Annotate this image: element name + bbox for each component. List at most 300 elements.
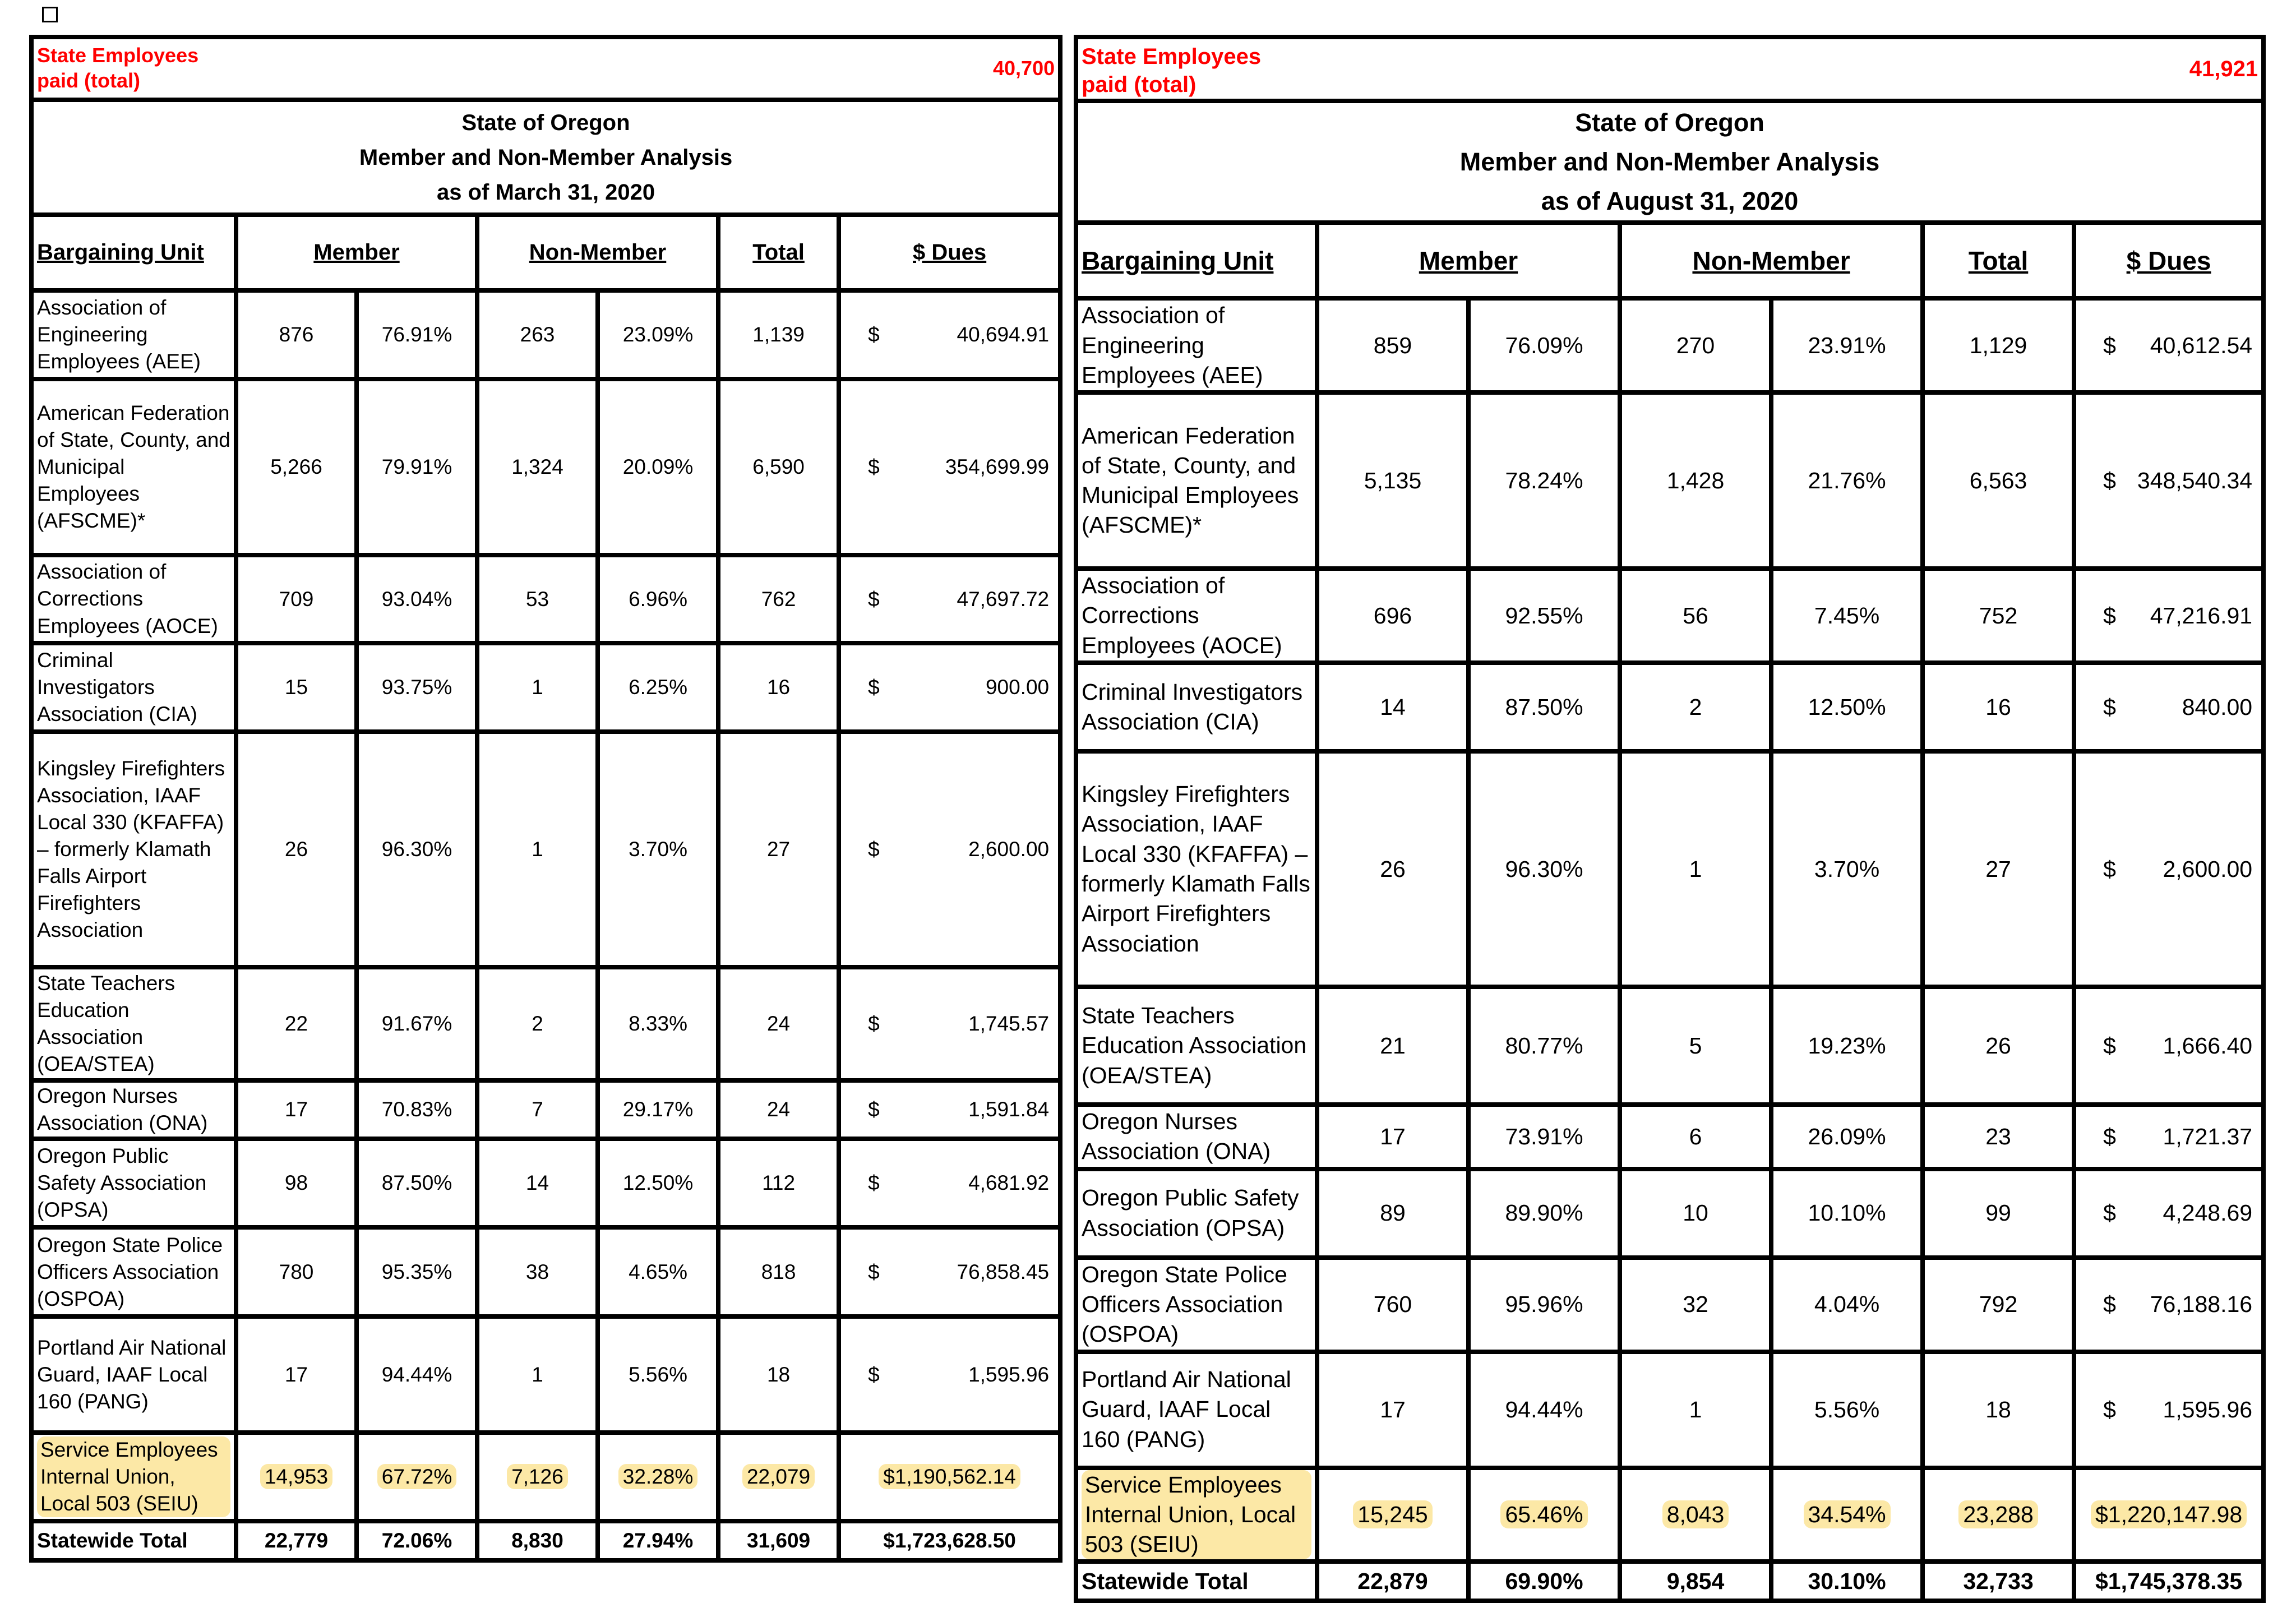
member-count: 15	[236, 643, 357, 732]
bargaining-unit-name: Oregon State Police Officers Association (OSPOA)	[31, 1227, 236, 1316]
dues-amount-wrap	[844, 1363, 1055, 1387]
dues-amount-wrap	[844, 588, 1055, 611]
dues-value: 47,697.72	[957, 587, 1050, 611]
analysis-table	[29, 35, 1062, 1563]
dues-currency-symbol: $	[2103, 1032, 2116, 1059]
dues-amount-wrap	[844, 1260, 1055, 1284]
non-member-percent: 3.70%	[598, 732, 718, 967]
report-title	[31, 100, 1060, 215]
table-row	[1076, 1352, 2263, 1468]
bargaining-unit-name: Association of Engineering Employees (AEE)	[31, 290, 236, 379]
dues-amount	[2074, 1468, 2263, 1562]
dues-value: 1,721.37	[2163, 1123, 2253, 1149]
non-member-percent: 8.33%	[598, 967, 718, 1080]
non-member-count: 1,428	[1620, 392, 1771, 569]
header-total	[718, 215, 839, 290]
total-count: 18	[718, 1316, 839, 1433]
non-member-percent: 29.17%	[598, 1080, 718, 1139]
non-member-count: 10	[1620, 1169, 1771, 1258]
total-count: 792	[1923, 1258, 2074, 1352]
member-percent: 69.90%	[1468, 1562, 1620, 1601]
report-title-line: State of Oregon	[1575, 108, 1764, 137]
total-count: 99	[1923, 1169, 2074, 1258]
non-member-count: 263	[477, 290, 598, 379]
dues-currency-symbol: $	[2103, 332, 2116, 358]
non-member-count: 53	[477, 555, 598, 643]
dues-value: 76,188.16	[2150, 1291, 2253, 1318]
member-percent	[357, 1433, 477, 1521]
dues-amount	[2074, 1105, 2263, 1169]
non-member-percent: 23.09%	[598, 290, 718, 379]
checkbox[interactable]	[42, 7, 58, 22]
header-total	[1923, 223, 2074, 298]
non-member-percent: 19.23%	[1771, 987, 1923, 1105]
total-count-text: 22,079	[742, 1464, 815, 1489]
dues-amount	[2074, 392, 2263, 569]
table-row	[31, 1316, 1060, 1433]
header-dues	[839, 215, 1060, 290]
bargaining-unit-name	[31, 1433, 236, 1521]
member-count: 780	[236, 1227, 357, 1316]
header-member-text: Member	[1419, 246, 1518, 275]
non-member-count: 5	[1620, 987, 1771, 1105]
dues-amount	[2074, 1352, 2263, 1468]
member-percent: 78.24%	[1468, 392, 1620, 569]
total-count: 27	[1923, 751, 2074, 987]
non-member-count: 1	[1620, 751, 1771, 987]
dues-amount	[2074, 1169, 2263, 1258]
bargaining-unit-name: Oregon Nurses Association (ONA)	[31, 1080, 236, 1139]
non-member-percent: 10.10%	[1771, 1169, 1923, 1258]
non-member-percent: 12.50%	[1771, 663, 1923, 751]
member-count: 696	[1317, 569, 1468, 663]
dues-amount	[839, 555, 1060, 643]
member-percent: 76.09%	[1468, 298, 1620, 392]
header-dues	[2074, 223, 2263, 298]
dues-amount-wrap	[2080, 1200, 2258, 1226]
dues-value: 900.00	[985, 676, 1050, 699]
member-percent: 94.44%	[1468, 1352, 1620, 1468]
table-row	[31, 290, 1060, 379]
total-count	[718, 1433, 839, 1521]
non-member-count: 2	[1620, 663, 1771, 751]
dues-amount-wrap	[2080, 694, 2258, 720]
member-count-text: 14,953	[260, 1464, 332, 1489]
member-percent-text: 65.46%	[1500, 1500, 1587, 1528]
bargaining-unit-name: Oregon Public Safety Association (OPSA)	[1076, 1169, 1317, 1258]
dues-currency-symbol: $	[2103, 856, 2116, 882]
member-percent: 93.75%	[357, 643, 477, 732]
bargaining-unit-name: Association of Corrections Employees (AOCE)	[1076, 569, 1317, 663]
member-count: 17	[1317, 1352, 1468, 1468]
header-total-text: Total	[1968, 246, 2029, 275]
dues-value: 348,540.34	[2137, 467, 2253, 493]
bargaining-unit-name: American Federation of State, County, and Municipal Employees (AFSCME)*	[31, 379, 236, 555]
non-member-count: 1	[477, 643, 598, 732]
header-bargaining-unit-text: Bargaining Unit	[1082, 246, 1274, 275]
report-title-line: Member and Non-Member Analysis	[1459, 147, 1880, 176]
dues-currency-symbol: $	[2103, 1291, 2116, 1318]
dues-amount	[839, 1227, 1060, 1316]
dues-value: 4,681.92	[968, 1171, 1050, 1195]
non-member-percent: 4.04%	[1771, 1258, 1923, 1352]
table-row-seiu	[31, 1433, 1060, 1521]
bargaining-unit-name: Portland Air National Guard, IAAF Local 160 (PANG)	[31, 1316, 236, 1433]
non-member-percent: 3.70%	[1771, 751, 1923, 987]
table-row	[31, 1227, 1060, 1316]
paid-total-label	[31, 37, 718, 100]
member-count	[236, 1433, 357, 1521]
non-member-percent	[1771, 1468, 1923, 1562]
total-count: 762	[718, 555, 839, 643]
bargaining-unit-name: State Teachers Education Association (OEA/STEA)	[31, 967, 236, 1080]
total-count: 31,609	[718, 1521, 839, 1560]
total-count: 818	[718, 1227, 839, 1316]
non-member-count: 1	[477, 732, 598, 967]
dues-amount-wrap	[2080, 1033, 2258, 1059]
dues-value: 1,595.96	[2163, 1396, 2253, 1422]
bargaining-unit-name: Oregon State Police Officers Association (OSPOA)	[1076, 1258, 1317, 1352]
dues-amount	[839, 1139, 1060, 1227]
member-percent: 93.04%	[357, 555, 477, 643]
dues-amount-wrap	[844, 1012, 1055, 1036]
member-count: 760	[1317, 1258, 1468, 1352]
dues-value: 4,248.69	[2163, 1200, 2253, 1226]
non-member-count: 1	[477, 1316, 598, 1433]
paid-total-value: 40,700	[718, 37, 1060, 100]
non-member-count	[1620, 1468, 1771, 1562]
dues-amount-wrap	[2080, 1397, 2258, 1423]
dues-amount	[2074, 663, 2263, 751]
table-row	[1076, 392, 2263, 569]
table-row	[31, 1080, 1060, 1139]
member-percent: 76.91%	[357, 290, 477, 379]
table-row	[31, 967, 1060, 1080]
bargaining-unit-name: Association of Engineering Employees (AEE)	[1076, 298, 1317, 392]
header-non-member-text: Non-Member	[1692, 246, 1850, 275]
total-count-text: 23,288	[1958, 1500, 2038, 1528]
dues-amount	[2074, 751, 2263, 987]
statewide-total-row	[1076, 1562, 2263, 1601]
dues-value: 2,600.00	[2163, 856, 2253, 882]
report-title-line: as of March 31, 2020	[437, 179, 655, 205]
dues-currency-symbol: $	[868, 1012, 880, 1035]
non-member-percent: 20.09%	[598, 379, 718, 555]
dues-currency-symbol: $	[2103, 467, 2116, 493]
dues-amount-wrap	[2080, 603, 2258, 629]
dues-currency-symbol: $	[2103, 602, 2116, 629]
non-member-count: 6	[1620, 1105, 1771, 1169]
dues-amount	[839, 1080, 1060, 1139]
member-percent: 92.55%	[1468, 569, 1620, 663]
dues-currency-symbol: $	[2103, 1396, 2116, 1422]
bargaining-unit-name: Association of Corrections Employees (AOCE)	[31, 555, 236, 643]
member-count: 17	[236, 1080, 357, 1139]
statewide-total-row	[31, 1521, 1060, 1560]
dues-amount	[839, 732, 1060, 967]
header-bargaining-unit-text: Bargaining Unit	[37, 240, 204, 265]
dues-currency-symbol: $	[868, 455, 880, 478]
paid-total-label-text: State Employees paid (total)	[1082, 44, 1262, 97]
dues-currency-symbol: $	[2103, 1200, 2116, 1226]
non-member-count: 1,324	[477, 379, 598, 555]
member-count: 5,135	[1317, 392, 1468, 569]
total-count: 24	[718, 1080, 839, 1139]
bargaining-unit-name: State Teachers Education Association (OEA/STEA)	[1076, 987, 1317, 1105]
non-member-percent: 6.96%	[598, 555, 718, 643]
member-count-text: 15,245	[1353, 1500, 1432, 1528]
header-member-text: Member	[313, 240, 400, 265]
non-member-count: 56	[1620, 569, 1771, 663]
member-count: 859	[1317, 298, 1468, 392]
header-non-member	[477, 215, 718, 290]
total-count: 1,129	[1923, 298, 2074, 392]
table-row	[31, 732, 1060, 967]
member-count: 5,266	[236, 379, 357, 555]
bargaining-unit-name: Oregon Nurses Association (ONA)	[1076, 1105, 1317, 1169]
member-count: 21	[1317, 987, 1468, 1105]
non-member-count: 9,854	[1620, 1562, 1771, 1601]
paid-total-label	[1076, 37, 1923, 101]
member-count: 14	[1317, 663, 1468, 751]
non-member-percent: 23.91%	[1771, 298, 1923, 392]
non-member-percent: 21.76%	[1771, 392, 1923, 569]
table-row	[1076, 987, 2263, 1105]
dues-currency-symbol: $	[868, 1362, 880, 1386]
paid-total-label-text: State Employees paid (total)	[37, 44, 199, 92]
member-percent: 87.50%	[1468, 663, 1620, 751]
non-member-percent-text: 32.28%	[618, 1464, 698, 1489]
statewide-total-label: Statewide Total	[31, 1521, 236, 1560]
total-count: 32,733	[1923, 1562, 2074, 1601]
dues-value: 840.00	[2182, 694, 2253, 720]
dues-amount	[839, 967, 1060, 1080]
dues-currency-symbol: $	[868, 676, 880, 699]
report-title	[1076, 101, 2263, 223]
non-member-percent: 5.56%	[1771, 1352, 1923, 1468]
table-row	[1076, 751, 2263, 987]
non-member-count: 32	[1620, 1258, 1771, 1352]
bargaining-unit-name: Kingsley Firefighters Association, IAAF Local 330 (KFAFFA) – formerly Klamath Falls Airport Firefighters Association	[31, 732, 236, 967]
dues-amount-wrap	[844, 676, 1055, 699]
dues-amount-wrap	[2080, 1124, 2258, 1150]
non-member-percent: 7.45%	[1771, 569, 1923, 663]
member-percent: 94.44%	[357, 1316, 477, 1433]
dues-amount	[2074, 1258, 2263, 1352]
dues-amount-wrap	[844, 455, 1055, 479]
member-count: 876	[236, 290, 357, 379]
dues-amount-wrap	[844, 1098, 1055, 1121]
dues-currency-symbol: $	[868, 323, 880, 346]
table-row	[1076, 298, 2263, 392]
member-count: 89	[1317, 1169, 1468, 1258]
table-row	[31, 1139, 1060, 1227]
statewide-total-label: Statewide Total	[1076, 1562, 1317, 1601]
table-panel-august-2020	[1074, 35, 2261, 1603]
dues-amount	[839, 1316, 1060, 1433]
member-count: 22	[236, 967, 357, 1080]
table-row	[1076, 1169, 2263, 1258]
table-row-seiu	[1076, 1468, 2263, 1562]
bargaining-unit-name: Kingsley Firefighters Association, IAAF Local 330 (KFAFFA) – formerly Klamath Falls Airport Firefighters Association	[1076, 751, 1317, 987]
non-member-count: 8,830	[477, 1521, 598, 1560]
total-count: 26	[1923, 987, 2074, 1105]
non-member-percent: 27.94%	[598, 1521, 718, 1560]
member-count: 98	[236, 1139, 357, 1227]
analysis-table	[1074, 35, 2266, 1603]
non-member-percent: 26.09%	[1771, 1105, 1923, 1169]
table-row	[31, 643, 1060, 732]
member-percent: 70.83%	[357, 1080, 477, 1139]
member-count	[1317, 1468, 1468, 1562]
dues-amount	[2074, 298, 2263, 392]
dues-value: 1,666.40	[2163, 1032, 2253, 1059]
member-count: 26	[236, 732, 357, 967]
total-count: 16	[718, 643, 839, 732]
non-member-percent-text: 34.54%	[1804, 1500, 1891, 1528]
non-member-percent: 4.65%	[598, 1227, 718, 1316]
dues-currency-symbol: $	[868, 587, 880, 611]
dues-amount	[2074, 987, 2263, 1105]
table-row	[31, 379, 1060, 555]
member-percent: 72.06%	[357, 1521, 477, 1560]
total-count: 23	[1923, 1105, 2074, 1169]
dues-currency-symbol: $	[868, 838, 880, 861]
member-percent: 80.77%	[1468, 987, 1620, 1105]
dues-value: 47,216.91	[2150, 602, 2253, 629]
member-percent: 95.96%	[1468, 1258, 1620, 1352]
dues-value: 354,699.99	[945, 455, 1050, 478]
non-member-count: 1	[1620, 1352, 1771, 1468]
non-member-count-text: 7,126	[507, 1464, 568, 1489]
member-percent: 95.35%	[357, 1227, 477, 1316]
member-percent: 96.30%	[357, 732, 477, 967]
total-count: 112	[718, 1139, 839, 1227]
member-count: 22,779	[236, 1521, 357, 1560]
dues-amount-wrap	[844, 1171, 1055, 1195]
non-member-percent	[598, 1433, 718, 1521]
dues-amount-wrap	[844, 323, 1055, 347]
non-member-percent: 12.50%	[598, 1139, 718, 1227]
table-row	[1076, 1258, 2263, 1352]
dues-amount	[839, 379, 1060, 555]
dues-currency-symbol: $	[868, 1260, 880, 1283]
dues-amount-wrap	[2080, 856, 2258, 883]
dues-amount: $1,723,628.50	[839, 1521, 1060, 1560]
dues-value: 76,858.45	[957, 1260, 1050, 1283]
dues-amount	[839, 290, 1060, 379]
header-member	[1317, 223, 1620, 298]
table-row	[1076, 1105, 2263, 1169]
total-count: 6,563	[1923, 392, 2074, 569]
member-count: 17	[1317, 1105, 1468, 1169]
report-title-line: State of Oregon	[461, 110, 630, 135]
header-bargaining-unit	[31, 215, 236, 290]
non-member-percent: 5.56%	[598, 1316, 718, 1433]
dues-value: 40,694.91	[957, 323, 1050, 346]
dues-value: 2,600.00	[968, 838, 1050, 861]
non-member-count: 14	[477, 1139, 598, 1227]
total-count: 6,590	[718, 379, 839, 555]
non-member-count: 270	[1620, 298, 1771, 392]
dues-amount-wrap	[2080, 332, 2258, 359]
dues-amount	[839, 643, 1060, 732]
dues-amount-wrap	[2080, 1291, 2258, 1318]
dues-value: 1,591.84	[968, 1098, 1050, 1121]
header-non-member	[1620, 223, 1923, 298]
header-dues-text: $ Dues	[913, 240, 987, 265]
dues-value: 40,612.54	[2150, 332, 2253, 358]
member-count: 22,879	[1317, 1562, 1468, 1601]
report-title-line: as of August 31, 2020	[1541, 186, 1799, 215]
dues-currency-symbol: $	[868, 1098, 880, 1121]
dues-amount-wrap	[844, 838, 1055, 861]
bargaining-unit-name: Criminal Investigators Association (CIA)	[1076, 663, 1317, 751]
header-dues-text: $ Dues	[2126, 246, 2211, 275]
dues-currency-symbol: $	[2103, 694, 2116, 720]
total-count: 27	[718, 732, 839, 967]
total-count: 16	[1923, 663, 2074, 751]
total-count: 18	[1923, 1352, 2074, 1468]
member-percent	[1468, 1468, 1620, 1562]
non-member-count: 2	[477, 967, 598, 1080]
non-member-percent: 6.25%	[598, 643, 718, 732]
dues-currency-symbol: $	[868, 1171, 880, 1195]
total-count	[1923, 1468, 2074, 1562]
member-percent: 96.30%	[1468, 751, 1620, 987]
header-total-text: Total	[752, 240, 805, 265]
table-panel-march-2020	[29, 35, 1058, 1563]
header-non-member-text: Non-Member	[529, 240, 667, 265]
bargaining-unit-name: Portland Air National Guard, IAAF Local 160 (PANG)	[1076, 1352, 1317, 1468]
header-member	[236, 215, 477, 290]
total-count: 1,139	[718, 290, 839, 379]
member-count: 26	[1317, 751, 1468, 987]
member-percent-text: 67.72%	[377, 1464, 457, 1489]
dues-amount-wrap	[2080, 468, 2258, 494]
paid-total-value: 41,921	[1923, 37, 2263, 101]
table-row	[1076, 663, 2263, 751]
member-percent: 89.90%	[1468, 1169, 1620, 1258]
member-percent: 73.91%	[1468, 1105, 1620, 1169]
dues-currency-symbol: $	[2103, 1123, 2116, 1149]
bargaining-unit-name: American Federation of State, County, and Municipal Employees (AFSCME)*	[1076, 392, 1317, 569]
member-percent: 91.67%	[357, 967, 477, 1080]
member-percent: 79.91%	[357, 379, 477, 555]
bargaining-unit-name: Oregon Public Safety Association (OPSA)	[31, 1139, 236, 1227]
table-row	[1076, 569, 2263, 663]
member-count: 709	[236, 555, 357, 643]
dues-amount	[2074, 569, 2263, 663]
non-member-count: 7	[477, 1080, 598, 1139]
bargaining-unit-name-text: Service Employees Internal Union, Local 503 (SEIU)	[1082, 1470, 1311, 1560]
header-bargaining-unit	[1076, 223, 1317, 298]
non-member-count: 38	[477, 1227, 598, 1316]
member-count: 17	[236, 1316, 357, 1433]
dues-amount-text: $1,190,562.14	[879, 1464, 1020, 1489]
report-title-line: Member and Non-Member Analysis	[359, 145, 733, 170]
non-member-count	[477, 1433, 598, 1521]
member-percent: 87.50%	[357, 1139, 477, 1227]
dues-value: 1,595.96	[968, 1362, 1050, 1386]
total-count: 752	[1923, 569, 2074, 663]
total-count: 24	[718, 967, 839, 1080]
table-row	[31, 555, 1060, 643]
non-member-count-text: 8,043	[1662, 1500, 1729, 1528]
dues-amount	[839, 1433, 1060, 1521]
bargaining-unit-name	[1076, 1468, 1317, 1562]
bargaining-unit-name: Criminal Investigators Association (CIA)	[31, 643, 236, 732]
